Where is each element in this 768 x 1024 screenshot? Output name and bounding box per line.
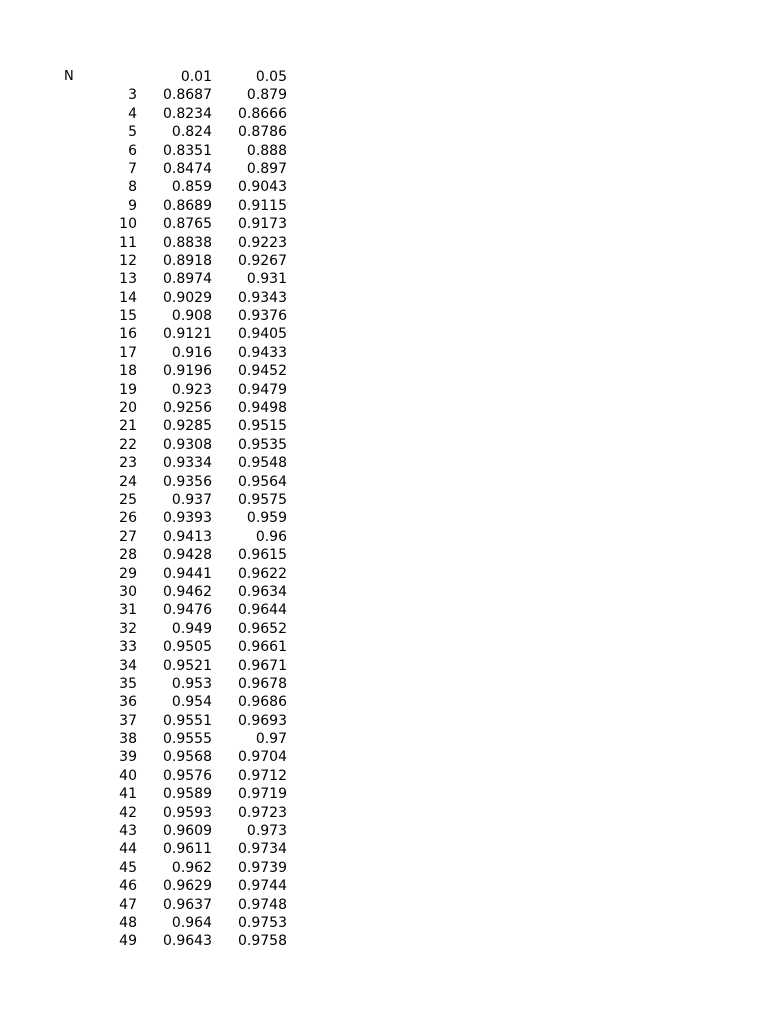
cell-value-0-05: 0.9548 [238,455,287,472]
table-row [0,436,300,454]
cell-value-0-01: 0.9551 [163,712,212,729]
cell-n: 23 [119,455,137,472]
cell-value-0-01: 0.8765 [163,216,212,233]
cell-value-0-05: 0.9686 [238,694,287,711]
cell-value-0-05: 0.9712 [238,767,287,784]
table-row [0,638,300,656]
cell-value-0-05: 0.879 [246,87,287,104]
cell-value-0-05: 0.9734 [238,841,287,858]
cell-value-0-01: 0.9593 [163,804,212,821]
cell-value-0-01: 0.9589 [163,786,212,803]
table-row [0,289,300,307]
table-row [0,877,300,895]
table-row [0,381,300,399]
cell-value-0-05: 0.9678 [238,675,287,692]
table-row [0,546,300,564]
cell-value-0-05: 0.9615 [238,547,287,564]
table-row [0,417,300,435]
cell-value-0-05: 0.9115 [238,197,287,214]
cell-value-0-01: 0.8974 [163,271,212,288]
cell-value-0-05: 0.9758 [238,933,287,950]
table-row [0,896,300,914]
cell-n: 4 [128,105,137,122]
cell-value-0-05: 0.9173 [238,216,287,233]
cell-value-0-05: 0.96 [255,528,287,545]
cell-value-0-01: 0.9196 [163,363,212,380]
cell-n: 12 [119,252,137,269]
cell-value-0-05: 0.9644 [238,602,287,619]
table-row [0,914,300,932]
cell-value-0-01: 0.8918 [163,252,212,269]
cell-value-0-05: 0.9564 [238,473,287,490]
cell-n: 6 [128,142,137,159]
cell-n: 9 [128,197,137,214]
cell-n: 35 [119,675,137,692]
table-row [0,105,300,123]
table-row [0,675,300,693]
cell-n: 36 [119,694,137,711]
cell-value-0-01: 0.9643 [163,933,212,950]
cell-value-0-05: 0.897 [246,160,287,177]
cell-n: 21 [119,418,137,435]
cell-value-0-01: 0.9393 [163,510,212,527]
cell-value-0-01: 0.8687 [163,87,212,104]
cell-value-0-01: 0.9121 [163,326,212,343]
cell-value-0-01: 0.908 [171,308,212,325]
table-row [0,344,300,362]
cell-value-0-01: 0.9555 [163,731,212,748]
table-row [0,748,300,766]
cell-value-0-01: 0.916 [171,344,212,361]
cell-n: 26 [119,510,137,527]
cell-value-0-05: 0.9704 [238,749,287,766]
cell-n: 5 [128,124,137,141]
cell-value-0-05: 0.959 [246,510,287,527]
cell-value-0-05: 0.9723 [238,804,287,821]
table-row [0,234,300,252]
cell-value-0-05: 0.9535 [238,436,287,453]
table-row [0,620,300,638]
cell-n: 20 [119,400,137,417]
cell-value-0-05: 0.9719 [238,786,287,803]
cell-n: 13 [119,271,137,288]
cell-n: 25 [119,491,137,508]
table-row [0,454,300,472]
cell-value-0-01: 0.9441 [163,565,212,582]
cell-value-0-01: 0.8351 [163,142,212,159]
cell-value-0-01: 0.953 [171,675,212,692]
cell-value-0-01: 0.9505 [163,639,212,656]
cell-n: 31 [119,602,137,619]
cell-value-0-01: 0.937 [171,491,212,508]
cell-n: 28 [119,547,137,564]
cell-n: 42 [119,804,137,821]
cell-value-0-01: 0.9476 [163,602,212,619]
cell-value-0-05: 0.9452 [238,363,287,380]
table-row [0,657,300,675]
cell-value-0-01: 0.9629 [163,878,212,895]
cell-n: 11 [119,234,137,251]
cell-n: 10 [119,216,137,233]
cell-value-0-05: 0.9433 [238,344,287,361]
cell-value-0-01: 0.9029 [163,289,212,306]
cell-value-0-01: 0.9308 [163,436,212,453]
header-n-label: N [64,69,74,84]
header-col-a: 0.01 [180,69,212,85]
cell-value-0-05: 0.9661 [238,639,287,656]
cell-n: 46 [119,878,137,895]
cell-n: 22 [119,436,137,453]
cell-value-0-05: 0.9671 [238,657,287,674]
cell-value-0-05: 0.973 [246,823,287,840]
cell-n: 30 [119,583,137,600]
cell-value-0-05: 0.9405 [238,326,287,343]
cell-n: 29 [119,565,137,582]
cell-value-0-01: 0.9356 [163,473,212,490]
header-col-b: 0.05 [255,69,287,85]
table-row [0,325,300,343]
cell-n: 45 [119,859,137,876]
table-row [0,840,300,858]
cell-n: 49 [119,933,137,950]
cell-value-0-05: 0.9748 [238,896,287,913]
cell-n: 27 [119,528,137,545]
cell-value-0-05: 0.8666 [238,105,287,122]
cell-value-0-01: 0.9611 [163,841,212,858]
table-row [0,142,300,160]
cell-value-0-01: 0.9256 [163,400,212,417]
cell-value-0-05: 0.97 [255,731,287,748]
cell-value-0-05: 0.888 [246,142,287,159]
cell-value-0-01: 0.9413 [163,528,212,545]
cell-n: 33 [119,639,137,656]
cell-value-0-05: 0.9343 [238,289,287,306]
table-row [0,399,300,417]
cell-n: 24 [119,473,137,490]
header-row [0,68,300,86]
cell-value-0-05: 0.9753 [238,914,287,931]
cell-value-0-01: 0.859 [171,179,212,196]
cell-value-0-01: 0.9334 [163,455,212,472]
table-row [0,178,300,196]
table-row [0,215,300,233]
cell-n: 16 [119,326,137,343]
cell-value-0-05: 0.9479 [238,381,287,398]
cell-value-0-05: 0.9575 [238,491,287,508]
table-row [0,491,300,509]
cell-value-0-05: 0.9043 [238,179,287,196]
cell-value-0-05: 0.9739 [238,859,287,876]
table-row [0,528,300,546]
cell-n: 34 [119,657,137,674]
cell-n: 44 [119,841,137,858]
cell-n: 43 [119,823,137,840]
table-row [0,693,300,711]
table-row [0,767,300,785]
critical-values-table [0,68,300,951]
cell-value-0-05: 0.9622 [238,565,287,582]
cell-n: 40 [119,767,137,784]
cell-n: 3 [128,87,137,104]
cell-value-0-01: 0.824 [171,124,212,141]
table-row [0,123,300,141]
cell-value-0-05: 0.9652 [238,620,287,637]
cell-value-0-01: 0.949 [171,620,212,637]
cell-n: 48 [119,914,137,931]
table-row [0,859,300,877]
cell-value-0-01: 0.9609 [163,823,212,840]
cell-n: 38 [119,731,137,748]
cell-value-0-01: 0.9576 [163,767,212,784]
cell-value-0-05: 0.9634 [238,583,287,600]
cell-value-0-05: 0.9744 [238,878,287,895]
cell-n: 7 [128,160,137,177]
table-row [0,712,300,730]
cell-value-0-05: 0.931 [246,271,287,288]
cell-value-0-01: 0.9568 [163,749,212,766]
cell-n: 41 [119,786,137,803]
cell-value-0-01: 0.8689 [163,197,212,214]
table-row [0,86,300,104]
table-row [0,583,300,601]
table-row [0,804,300,822]
cell-n: 19 [119,381,137,398]
table-row [0,509,300,527]
table-row [0,252,300,270]
cell-value-0-01: 0.964 [171,914,212,931]
cell-value-0-01: 0.9428 [163,547,212,564]
table-row [0,307,300,325]
table-row [0,601,300,619]
cell-value-0-01: 0.8474 [163,160,212,177]
cell-n: 17 [119,344,137,361]
cell-n: 37 [119,712,137,729]
cell-value-0-01: 0.9521 [163,657,212,674]
cell-value-0-01: 0.9637 [163,896,212,913]
cell-value-0-05: 0.8786 [238,124,287,141]
table-row [0,785,300,803]
table-row [0,362,300,380]
cell-value-0-05: 0.9515 [238,418,287,435]
cell-n: 39 [119,749,137,766]
table-row [0,197,300,215]
table-row [0,270,300,288]
cell-value-0-01: 0.962 [171,859,212,876]
cell-value-0-01: 0.923 [171,381,212,398]
cell-value-0-01: 0.8838 [163,234,212,251]
cell-n: 8 [128,179,137,196]
table-row [0,565,300,583]
cell-value-0-05: 0.9223 [238,234,287,251]
cell-n: 15 [119,308,137,325]
table-row [0,730,300,748]
cell-n: 47 [119,896,137,913]
cell-value-0-05: 0.9498 [238,400,287,417]
cell-value-0-01: 0.9285 [163,418,212,435]
table-row [0,473,300,491]
cell-value-0-01: 0.9462 [163,583,212,600]
cell-value-0-05: 0.9376 [238,308,287,325]
cell-value-0-01: 0.8234 [163,105,212,122]
table-body [0,86,300,950]
table-row [0,160,300,178]
cell-n: 18 [119,363,137,380]
cell-n: 14 [119,289,137,306]
cell-value-0-05: 0.9267 [238,252,287,269]
table-row [0,932,300,950]
cell-n: 32 [119,620,137,637]
cell-value-0-01: 0.954 [171,694,212,711]
table-row [0,822,300,840]
cell-value-0-05: 0.9693 [238,712,287,729]
